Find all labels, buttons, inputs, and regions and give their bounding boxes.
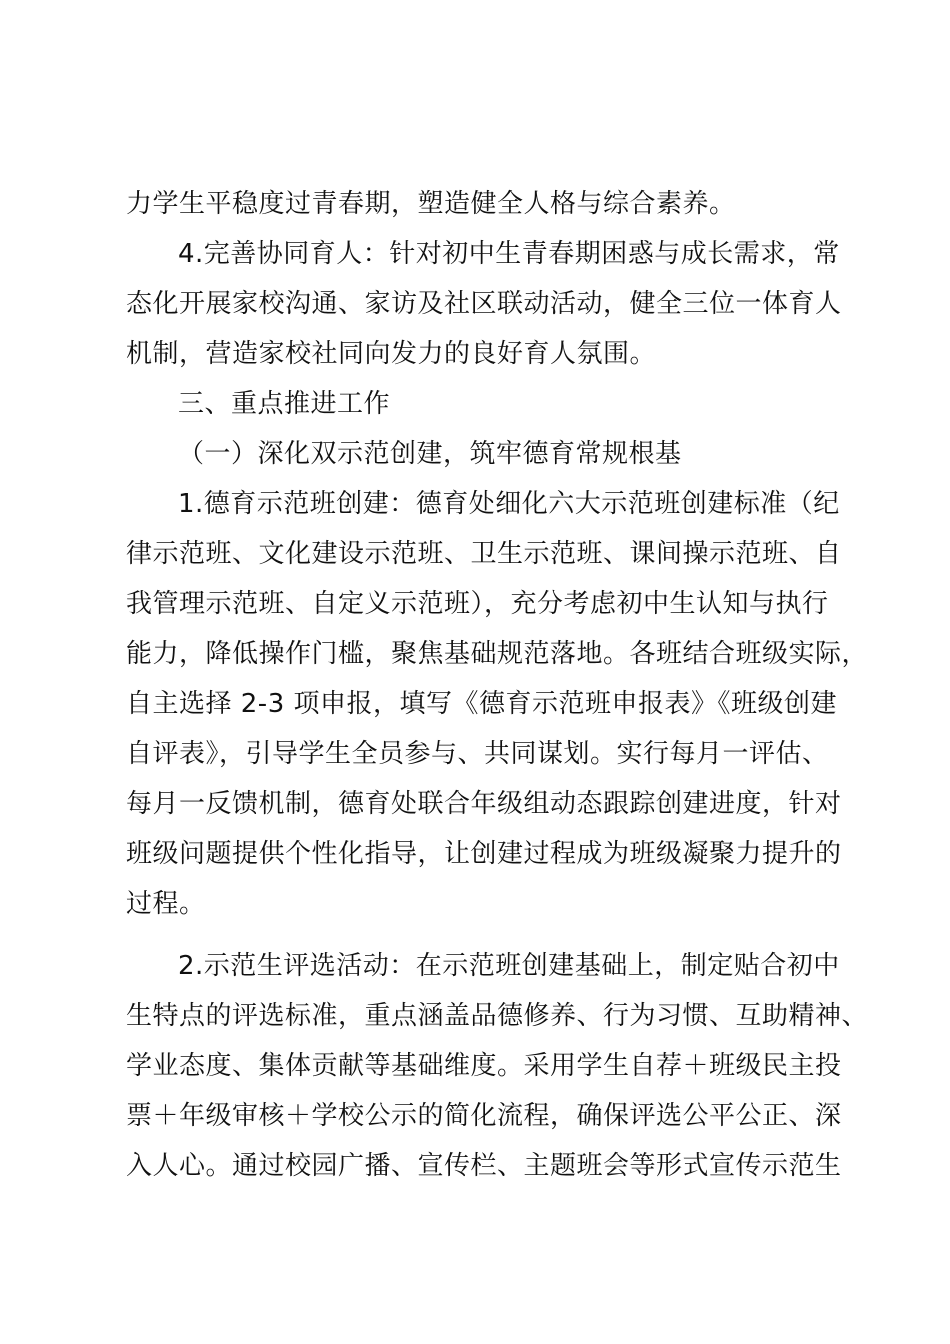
text-line: 1.德育示范班创建：德育处细化六大示范班创建标准（纪 xyxy=(178,489,840,519)
text-line: 自评表》，引导学生全员参与、共同谋划。实行每月一评估、 xyxy=(126,739,829,769)
text-line: 每月一反馈机制，德育处联合年级组动态跟踪创建进度，针对 xyxy=(126,789,842,819)
text-line: 自主选择 2-3 项申报，填写《德育示范班申报表》《班级创建 xyxy=(126,689,837,719)
text-line: 票＋年级审核＋学校公示的简化流程，确保评选公平公正、深 xyxy=(126,1101,842,1131)
text-line: 我管理示范班、自定义示范班），充分考虑初中生认知与执行 xyxy=(126,589,829,619)
text-line: 态化开展家校沟通、家访及社区联动活动，健全三位一体育人 xyxy=(126,289,842,319)
text-line: 2.示范生评选活动：在示范班创建基础上，制定贴合初中 xyxy=(178,951,840,981)
text-line: 4.完善协同育人：针对初中生青春期困惑与成长需求，常 xyxy=(178,239,840,269)
section-heading: 三、重点推进工作 xyxy=(178,389,391,419)
text-line: 班级问题提供个性化指导，让创建过程成为班级凝聚力提升的 xyxy=(126,839,842,869)
text-line: 律示范班、文化建设示范班、卫生示范班、课间操示范班、自 xyxy=(126,539,842,569)
text-line: 学业态度、集体贡献等基础维度。采用学生自荐＋班级民主投 xyxy=(126,1051,842,1081)
subsection-heading: （一）深化双示范创建，筑牢德育常规根基 xyxy=(178,439,682,469)
text-line: 力学生平稳度过青春期，塑造健全人格与综合素养。 xyxy=(126,189,736,219)
document-body xyxy=(126,179,869,1191)
text-line: 过程。 xyxy=(126,889,206,919)
text-line: 入人心。通过校园广播、宣传栏、主题班会等形式宣传示范生 xyxy=(126,1151,842,1181)
text-line: 生特点的评选标准，重点涵盖品德修养、行为习惯、互助精神、 xyxy=(126,1001,869,1031)
paragraph-gap xyxy=(126,929,838,941)
text-line: 能力，降低操作门槛，聚焦基础规范落地。各班结合班级实际， xyxy=(126,639,869,669)
text-line: 机制，营造家校社同向发力的良好育人氛围。 xyxy=(126,339,657,369)
